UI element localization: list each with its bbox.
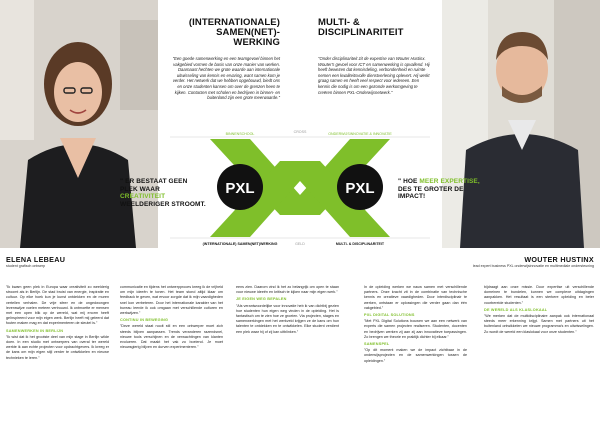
subheading: SAMENWERKEN IN BERLIJN (6, 328, 64, 333)
top-label-2: CROSS (293, 130, 307, 134)
subheading: JE EIGEN WEG BEPALEN (236, 297, 287, 302)
person-role-left: student grafisch ontwerp (6, 264, 46, 268)
paragraph: "Ik wist dat ik het grootste deel van mijn stage in Berlijn wilde doen. In een studio met ontwerpers van overal ter wereld werkte ik aan echte projecten voor opdrachtgevers. Ik kreeg er de kans om mijn eigen stijl verder te ontwikkelen en nieuwe technieken te leren." (6, 334, 109, 360)
bottom-label-2: GELD (295, 242, 305, 246)
photo-wouter-hustinx (442, 0, 600, 248)
photo-elena-lebeau (0, 0, 158, 248)
body-column-3 (236, 285, 339, 337)
paragraph: "Deze wereld staat nooit stil en een ontwerper moet zich steeds blijven aanpassen. Trends veranderen razendsnel, nieuwe tools verschijnen en de verwachtingen van klanten evolueren. Dat maakt het vak zo boeiend. Je moet nieuwsgierig blijven en durven experimenteren." (120, 324, 223, 350)
lead-text-left: "Een goede samenwerking en een teamgevoel binnen het vakgebied vormen de basis van onze manier van werken. Daarnaast hechten we grote waarde aan internationale uitwisseling van kennis en ervaring, want samen kom je verder. Het netwerk dat we hebben opgebouwd, biedt ons en onze studenten kansen om over de grenzen heen te kijken. Contacten met scholen en bedrijven in binnen- en buitenland zijn een grote meerwaarde." (172, 56, 280, 101)
paragraph: "Ik kwam geen plek in Europa waar creativiteit zo weelderig stroomt als in Berlijn. De stad bruist van energie, inspiratie en cultuur. Op elke hoek kun je kunst ontdekken en de muren vertellen verhalen. De vrije sfeer en de ongedwongen levenswijze voelen meteen vertrouwd. Ik ontmoette er mensen met een open blik op de wereld, wat mij enorm heeft geïnspireerd voor mijn eigen werk. Berlijn heeft mij geleerd dat fouten maken mag en dat experimenteren de sleutel is." (6, 285, 109, 326)
subheading: DE WERELD ALS KLASLOKAAL (484, 307, 548, 312)
bottom-label-3: MULTI- & DISCIPLINARITEIT (335, 242, 385, 246)
body-column-5 (484, 285, 594, 337)
lead-text-right: "Onder disciplinariteit zit de expertise van Wouter Hustinx. Wouter's gevoel voor ICT en samenwerking is opvallend. Hij heeft bewezen dat kennisdeling, verbondenheid en ruimte nemen een kwaliteitsvolle dienstverlening oplevert. Hij werkt graag samen en heeft veel respect voor iedereen. Een kennis die nodig is om een gezonde werkomgeving te creëren binnen PXL-Onderwijsnetwerk." (318, 56, 430, 95)
subheading: SAMENSPEL (364, 342, 390, 347)
pxl-logo-left: PXL (225, 180, 255, 197)
body-column-2 (120, 285, 223, 352)
person-name-left: ELENA LEBEAU (6, 255, 66, 264)
body-column-1 (6, 285, 109, 363)
top-label-3: ONDERWIJSINNOVATIE & INNOVATIE (328, 132, 392, 136)
section-heading-right: MULTI- & DISCIPLINARITEIT (318, 17, 404, 38)
person-role-right: lead expert business PXL onderwijsinnovatie en multimediale ondersteuning (472, 264, 594, 268)
paragraph: bijdraagt aan onze missie. Door expertise uit verschillende domeinen te bundelen, kunnen we complexe uitdagingen aanpakken. Het resultaat is een sterkere opleiding en beter voorbereide studenten." (484, 285, 594, 305)
top-label-1: BINNENSCHOOL (225, 132, 255, 136)
person-silhouette-left (0, 0, 158, 248)
subheading: PXL DIGITAL SOLUTIONS (364, 313, 415, 318)
subheading: CONTINU IN BEWEGING (120, 318, 169, 323)
body-column-4 (364, 285, 467, 366)
bottom-label-1: (INTERNATIONALE) SAMEN(NET)WERKING (202, 242, 278, 246)
pull-quote-left: " ER BESTAAT GEEN PLEK WAAR CREATIVITEIT WEELDERIGER STROOMT. (120, 178, 206, 208)
pxl-logo-right: PXL (345, 180, 375, 197)
paragraph: "Met PXL Digital Solutions bouwen we aan een netwerk van experts die samen projecten realiseren. Studenten, docenten en bedrijven werken zij aan zij aan innovatieve toepassingen. Zo brengen we theorie en praktijk dichter bij elkaar." (364, 319, 467, 339)
paragraph: In de opleiding werken we nauw samen met verschillende partners. Onze kracht zit in de combinatie van technische kennis en creatieve vaardigheden. Door interdisciplinair te werken, ontstaan er oplossingen die verder gaan dan één vakgebied." (364, 285, 467, 310)
person-silhouette-right (442, 0, 600, 248)
paragraph: "Op dit moment maken we de impact zichtbaar in de onderwijsprojecten en de samenwerkingen tussen de opleidingen." (364, 348, 467, 363)
paragraph: eens zien. Daarom vind ik het zo belangrijk om open te staan voor nieuwe ideeën en kritisch te kijken naar mijn eigen werk." (236, 285, 339, 295)
paragraph: "Als verantwoordelijke voor innovatie heb ik van dichtbij gezien hoe studenten hun eigen weg vinden in de opleiding. Het is fantastisch om te zien hoe ze groeien. Via projecten, stages en samenwerkingen met het werkveld krijgen ze de kans om hun talenten te ontdekken en te ontwikkelen. Elke student verdient een plek waar hij of zij kan uitblinken." (236, 303, 339, 334)
section-heading-left: (INTERNATIONALE) SAMEN(NET)-WERKING (188, 17, 280, 48)
paragraph: communicatie en tijdens het ontwerpproces kreeg ik de vrijheid om mijn ideeën te tonen. Het team stond altijd klaar om feedback te geven, wat ervoor zorgde dat ik mijn vaardigheden snel kon verbeteren. Door het internationale karakter van het bureau leerde ik ook omgaan met verschillende culturen en werkwijzen." (120, 285, 223, 316)
pull-quote-right: " HOE MEER EXPERTISE, DES TE GROTER DE IMPACT! (398, 178, 480, 200)
person-name-right: WOUTER HUSTINX (524, 255, 594, 264)
paragraph: "We merken dat de multidisciplinaire aanpak ook internationaal steeds meer erkenning krijgt. Samen met partners uit het buitenland ontwikkelen we nieuwe programma's en uitwisselingen. Zo wordt de wereld een klaslokaal voor onze studenten." (484, 314, 594, 334)
